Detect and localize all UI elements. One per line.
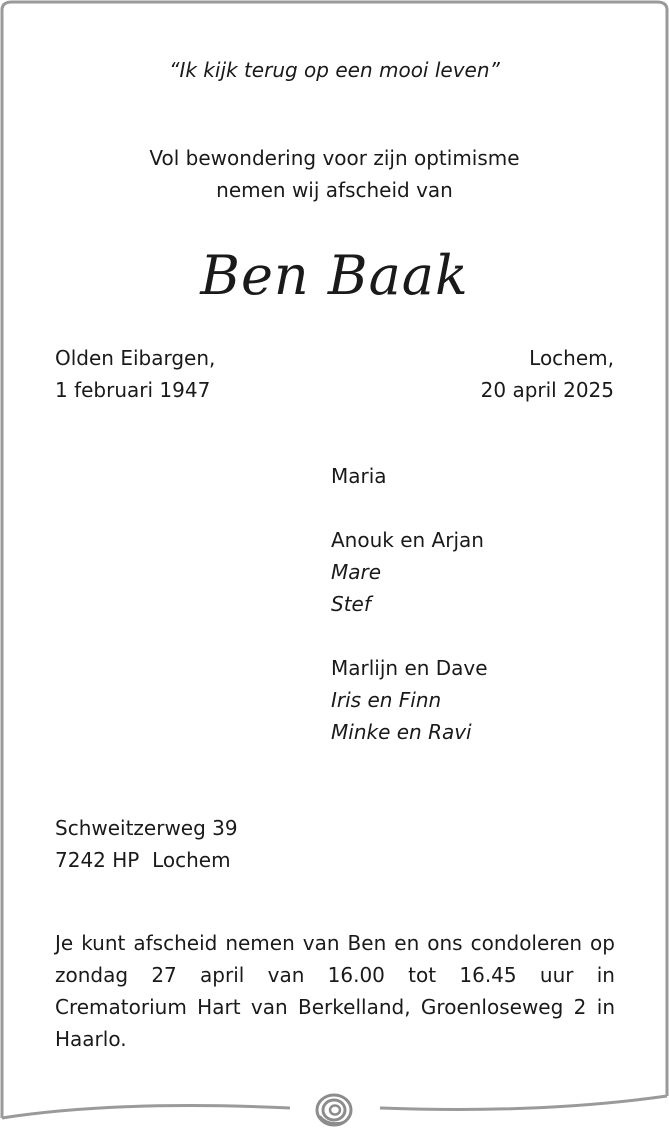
- family-grandchild: Iris en Finn: [331, 688, 442, 712]
- family-grandchild: Minke en Ravi: [331, 720, 472, 744]
- death-date: 20 april 2025: [480, 378, 614, 402]
- deceased-name: Ben Baak: [200, 244, 469, 307]
- birth-info: [55, 342, 215, 406]
- family-group-1: [331, 524, 488, 620]
- birth-date: 1 februari 1947: [55, 378, 211, 402]
- family-child: Anouk en Arjan: [331, 528, 484, 552]
- intro-line-2: nemen wij afscheid van: [216, 178, 453, 202]
- rose-emblem-icon: [308, 1090, 360, 1130]
- family-group-spouse: [331, 460, 488, 492]
- correspondence-address: [55, 812, 238, 876]
- family-grandchild: Stef: [331, 592, 371, 616]
- family-grandchild: Mare: [331, 560, 382, 584]
- intro-text: [0, 142, 669, 206]
- family-child: Marlijn en Dave: [331, 656, 488, 680]
- death-info: [481, 342, 614, 406]
- farewell-details: Je kunt afscheid nemen van Ben en ons condoleren op zondag 27 april van 16.00 tot 16.45 uur in Crematorium Hart van Berkelland, Groenloseweg 2 in Haarlo.: [55, 931, 615, 1051]
- family-list: [331, 460, 488, 780]
- birth-place: Olden Eibargen,: [55, 346, 216, 370]
- address-city: 7242 HP Lochem: [55, 848, 231, 872]
- family-group-2: [331, 652, 488, 748]
- death-place: Lochem,: [529, 346, 614, 370]
- intro-line-1: Vol bewondering voor zijn optimisme: [149, 146, 520, 170]
- family-spouse: Maria: [331, 464, 387, 488]
- address-street: Schweitzerweg 39: [55, 816, 238, 840]
- quote: “Ik kijk terug op een mooi leven”: [169, 58, 500, 82]
